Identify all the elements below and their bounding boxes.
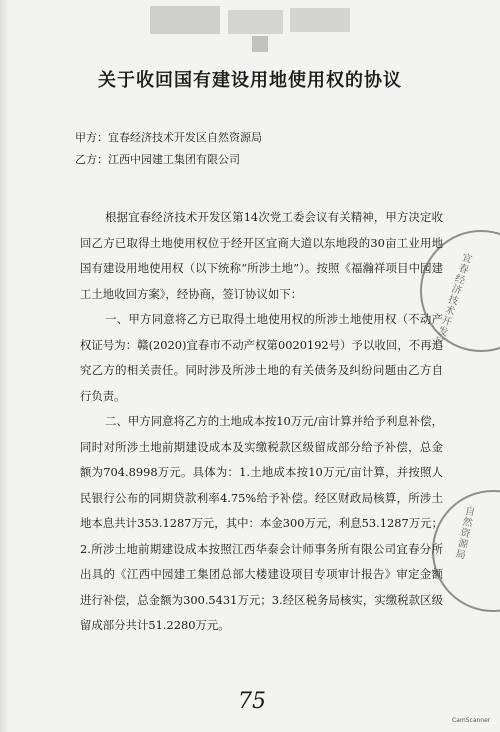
page-number: 75	[238, 689, 266, 714]
paragraph-clause-2: 二、甲方同意将乙方的土地成本按10万元/亩计算并给予利息补偿，同时对所涉土地前期建设成本及实缴税款区级留成部分给予补偿，总金额为704.8998万元。具体为：1.土地成本按10万元/亩计算，并按照人民银行公布的同期贷款利率4.75%给予补偿。经区财政局核算，所涉土地本息共计353.1287万元，其中：本金300万元，利息53.1287万元；2.所涉土地前期建设成本按照江西华泰会计师事务所有限公司宜春分所出具的《江西中园建工集团总部大楼建设项目专项审计报告》审定金额进行补偿，总金额为300.5431万元；3.经区税务局核实，实缴税款区级留成部分共计51.2280万元。	[80, 414, 443, 632]
scanner-watermark: CamScanner	[452, 717, 491, 724]
party-a: 甲方：宜春经济技术开发区自然资源局	[75, 131, 262, 144]
scan-noise	[150, 6, 220, 34]
document-body	[80, 205, 443, 639]
scan-noise	[228, 10, 283, 34]
paragraph-intro: 根据宜春经济技术开发区第14次党工委会议有关精神，甲方决定收回乙方已取得土地使用权位于经开区宜商大道以东地段的30亩工业用地国有建设用地使用权（以下统称“所涉土地”）。按照《福瀚祥项目中园建工土地收回方案》，经协商，签订协议如下：	[80, 210, 443, 301]
scan-noise	[290, 8, 350, 32]
scan-noise	[252, 36, 268, 52]
paragraph-clause-1: 一、甲方同意将乙方已取得土地使用权的所涉土地使用权（不动产权证号为：赣(2020)宜春市不动产权第0020192号）予以收回，不再追究乙方的相关责任。同时涉及所涉土地的有关债务及纠纷问题由乙方自行负责。	[80, 312, 443, 403]
binding-shadow	[0, 0, 9, 732]
document-title: 关于收回国有建设用地使用权的协议	[98, 70, 402, 91]
seal-text: 宜春经济技术开发区	[430, 250, 473, 349]
party-b: 乙方：江西中园建工集团有限公司	[75, 153, 240, 166]
seal-text: 自然资源局	[452, 504, 475, 561]
